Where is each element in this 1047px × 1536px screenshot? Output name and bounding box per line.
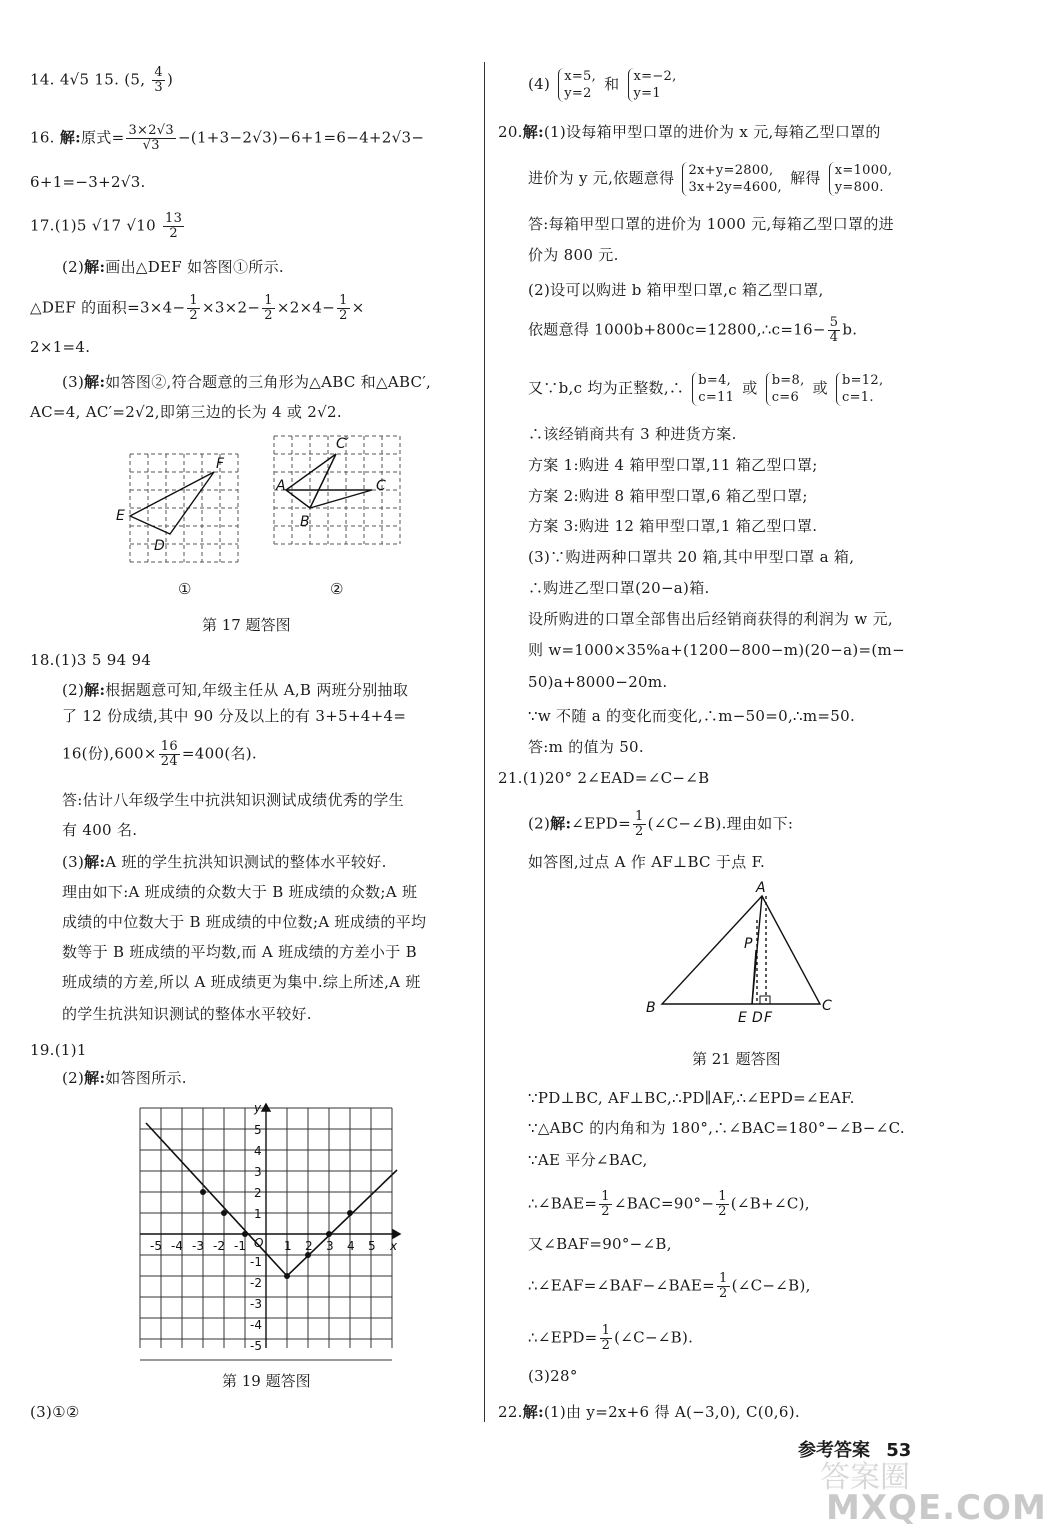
answer-19-1: 19.(1)1 <box>30 1041 87 1059</box>
svg-text:-1: -1 <box>250 1255 262 1269</box>
figure-17 <box>110 428 410 568</box>
answer-17-area-end: 2×1=4. <box>30 338 91 356</box>
svg-text:1: 1 <box>284 1239 292 1253</box>
answer-21-2: (2)解:∠EPD= $\frac{1}{2}$ (∠C−∠B).理由如下: <box>528 809 794 839</box>
answer-17-area: △DEF 的面积=3×4− $\frac{1}{2}$ ×3×2− $\frac{1}{2}$ ×2×4− $\frac{1}{2}$ × <box>30 293 365 323</box>
svg-text:-2: -2 <box>213 1239 225 1253</box>
answer-20-3-line4: 则 w=1000×35%a+(1200−800−m)(20−a)=(m− <box>528 641 905 659</box>
answer-20-1-answer: 答:每箱甲型口罩的进价为 1000 元,每箱乙型口罩的进 <box>528 215 894 233</box>
answer-14-15: 14. 4√5 15. (5, $\frac{4}{3}$ ) <box>30 65 174 95</box>
answer-18-2-line3: 16(份),600× $\frac{16}{24}$ =400(名). <box>62 739 257 769</box>
answer-17-1: 17.(1)5 √17 √10 $\frac{13}{2}$ <box>30 211 183 241</box>
answer-17-2: (2)解:画出△DEF 如答图①所示. <box>62 258 284 276</box>
answer-18-2-line2: 了 12 份成绩,其中 90 分及以上的有 3+5+4+4= <box>62 707 407 725</box>
answer-18-3-line6: 的学生抗洪知识测试的整体水平较好. <box>62 1005 312 1023</box>
answer-21-2-line8: ∴∠EAF=∠BAF−∠BAE= $\frac{1}{2}$ (∠C−∠B), <box>528 1271 811 1301</box>
answer-18-2: (2)解:根据题意可知,年级主任从 A,B 两班分别抽取 <box>62 681 409 699</box>
svg-text:-5: -5 <box>150 1239 162 1253</box>
answer-19-3: (3)①② <box>30 1403 80 1421</box>
svg-text:-3: -3 <box>192 1239 204 1253</box>
x-axis-label: x <box>390 1239 398 1253</box>
answer-21-2-line5: ∵AE 平分∠BAC, <box>528 1151 648 1169</box>
label-a-21: A <box>756 880 766 896</box>
y-axis-arrow <box>262 1104 270 1111</box>
svg-text:-2: -2 <box>250 1276 262 1290</box>
answer-21-1: 21.(1)20° 2∠EAD=∠C−∠B <box>498 769 710 787</box>
triangle-abc <box>286 490 372 508</box>
svg-text:3: 3 <box>254 1165 262 1179</box>
origin-label: O <box>254 1236 264 1250</box>
triangle-def <box>130 472 214 534</box>
answer-16-line2: 6+1=−3+2√3. <box>30 173 146 191</box>
label-a: A <box>276 478 286 494</box>
figure-21 <box>640 880 840 1030</box>
answer-20-1-system: 进价为 y 元,依题意得 2x+y=2800, 3x+2y=4600, 解得 x=1000, y=800. <box>528 163 893 195</box>
answer-20-1-answer-2: 价为 800 元. <box>528 246 619 264</box>
figure-21-caption: 第 21 题答图 <box>692 1050 781 1068</box>
answer-18-3: (3)解:A 班的学生抗洪知识测试的整体水平较好. <box>62 853 387 871</box>
answer-18-3-line3: 成绩的中位数大于 B 班成绩的中位数;A 班成绩的平均 <box>62 913 427 931</box>
label-f-21: F <box>764 1010 773 1026</box>
answer-20-3: (3)∵购进两种口罩共 20 箱,其中甲型口罩 a 箱, <box>528 548 855 566</box>
svg-text:-4: -4 <box>171 1239 183 1253</box>
watermark-site: MXQE.COM <box>826 1488 1047 1528</box>
answer-17-3-result: AC=4, AC′=2√2,即第三边的长为 4 或 2√2. <box>30 403 342 421</box>
figure-17-label-1: ① <box>178 580 192 598</box>
label-c: C <box>376 478 386 494</box>
answer-18-1: 18.(1)3 5 94 94 <box>30 651 152 669</box>
answer-20-3-answer: 答:m 的值为 50. <box>528 738 644 756</box>
answer-17-3: (3)解:如答图②,符合题意的三角形为△ABC 和△ABC′, <box>62 373 432 391</box>
answer-20-2-count: ∴该经销商共有 3 种进货方案. <box>528 425 737 443</box>
answer-20-plan-3: 方案 3:购进 12 箱甲型口罩,1 箱乙型口罩. <box>528 517 818 535</box>
column-divider <box>484 62 485 1422</box>
answer-21-2-line9: ∴∠EPD= $\frac{1}{2}$ (∠C−∠B). <box>528 1323 694 1353</box>
answer-21-3: (3)28° <box>528 1367 578 1385</box>
function-graph <box>146 1123 397 1276</box>
figure-19 <box>130 1098 410 1356</box>
svg-text:3: 3 <box>326 1239 334 1253</box>
answer-20-plan-2: 方案 2:购进 8 箱甲型口罩,6 箱乙型口罩; <box>528 487 808 505</box>
answer-20-2-eq: 依题意得 1000b+800c=12800,∴c=16− $\frac{5}{4}$ b. <box>528 315 858 345</box>
triangle-abc-21 <box>662 896 820 1004</box>
watermark-logo: 答案圈 <box>820 1460 910 1495</box>
page-number: 53 <box>886 1440 912 1461</box>
answer-16-line1: 16. 解:原式= $\frac{3\times 2√3}{√3}$ −(1+3−2√3)−6+1=6−4+2√3− <box>30 123 425 153</box>
label-c-21: C <box>822 998 832 1014</box>
footer-label: 参考答案 <box>798 1440 870 1461</box>
figure-19-caption: 第 19 题答图 <box>222 1372 311 1390</box>
answer-21-2-line2: 如答图,过点 A 作 AF⊥BC 于点 F. <box>528 853 766 871</box>
figure-17-label-2: ② <box>330 580 344 598</box>
answer-20-2: (2)设可以购进 b 箱甲型口罩,c 箱乙型口罩, <box>528 281 824 299</box>
svg-text:-4: -4 <box>250 1318 262 1332</box>
svg-text:-1: -1 <box>234 1239 246 1253</box>
y-axis-label: y <box>254 1101 262 1115</box>
label-b: B <box>300 514 310 530</box>
label-e: E <box>116 508 125 524</box>
label-d-21: D <box>752 1010 763 1026</box>
answer-20-3-line3: 设所购进的口罩全部售出后经销商获得的利润为 w 元, <box>528 610 893 628</box>
svg-text:-3: -3 <box>250 1297 262 1311</box>
answer-18-2-line5: 有 400 名. <box>62 821 138 839</box>
label-d: D <box>154 538 165 554</box>
label-f: F <box>216 456 225 472</box>
svg-text:2: 2 <box>305 1239 313 1253</box>
answer-18-2-line4: 答:估计八年级学生中抗洪知识测试成绩优秀的学生 <box>62 791 404 809</box>
answer-18-3-line4: 数等于 B 班成绩的平均数,而 A 班成绩的方差小于 B <box>62 943 417 961</box>
label-b-21: B <box>646 1000 656 1016</box>
x-axis-arrow <box>393 1230 400 1238</box>
segment-pd <box>752 950 756 1004</box>
answer-20-3-line6: ∵w 不随 a 的变化而变化,∴m−50=0,∴m=50. <box>528 707 856 725</box>
answer-21-2-line3: ∵PD⊥BC, AF⊥BC,∴PD∥AF,∴∠EPD=∠EAF. <box>528 1089 855 1107</box>
svg-text:5: 5 <box>254 1123 262 1137</box>
label-p-21: P <box>744 936 753 952</box>
svg-text:4: 4 <box>347 1239 355 1253</box>
answer-18-3-line2: 理由如下:A 班成绩的众数大于 B 班成绩的众数;A 班 <box>62 883 418 901</box>
answer-18-3-line5: 班成绩的方差,所以 A 班成绩更为集中.综上所述,A 班 <box>62 973 421 991</box>
svg-text:2: 2 <box>254 1186 262 1200</box>
answer-19-2: (2)解:如答图所示. <box>62 1069 187 1087</box>
answer-21-2-line4: ∵△ABC 的内角和为 180°,∴∠BAC=180°−∠B−∠C. <box>528 1119 905 1137</box>
answer-22-1: 22.解:(1)由 y=2x+6 得 A(−3,0), C(0,6). <box>498 1403 800 1421</box>
answer-20-3-line5: 50)a+8000−20m. <box>528 673 668 691</box>
answer-21-2-line7: 又∠BAF=90°−∠B, <box>528 1235 672 1253</box>
label-e-21: E <box>738 1010 747 1026</box>
answer-20-3-line2: ∴购进乙型口罩(20−a)箱. <box>528 579 710 597</box>
answer-20-2-solutions: 又∵b,c 均为正整数,∴ b=4, c=11 或 b=8, c=6 或 b=12, c=1. <box>528 373 884 405</box>
svg-text:-5: -5 <box>250 1339 262 1353</box>
answer-20-1: 20.解:(1)设每箱甲型口罩的进价为 x 元,每箱乙型口罩的 <box>498 123 881 141</box>
svg-text:5: 5 <box>368 1239 376 1253</box>
answer-21-2-line6: ∴∠BAE= $\frac{1}{2}$ ∠BAC=90°− $\frac{1}{2}$ (∠B+∠C), <box>528 1189 810 1219</box>
svg-text:1: 1 <box>254 1207 262 1221</box>
answer-20-plan-1: 方案 1:购进 4 箱甲型口罩,11 箱乙型口罩; <box>528 456 818 474</box>
label-c-prime: C′ <box>336 436 349 452</box>
figure-17-caption: 第 17 题答图 <box>202 616 291 634</box>
answer-19-4: (4) x=5, y=2 和 x=−2, y=1 <box>528 69 677 101</box>
svg-text:4: 4 <box>254 1144 262 1158</box>
